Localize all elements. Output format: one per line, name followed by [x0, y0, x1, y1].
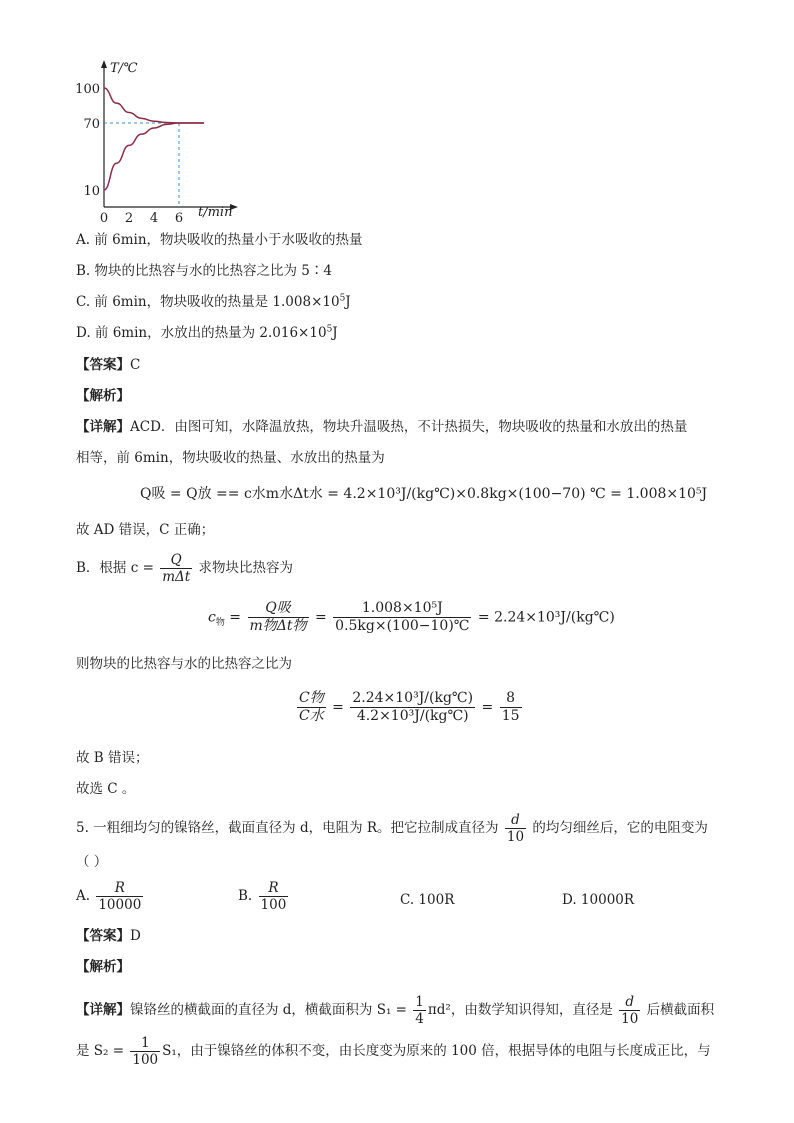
y-axis-arrow: [101, 60, 107, 68]
q4-detail-line1: 【详解】ACD．由图可知，水降温放热，物块升温吸热，不计热损失，物块吸收的热量和水放出的热量: [76, 419, 688, 435]
y-axis-label: T/℃: [110, 61, 138, 76]
q4-ratio-intro: 则物块的比热容与水的比热容之比为: [76, 656, 292, 672]
q5-answer: 【答案】D: [76, 928, 141, 944]
q4-conclusion-b: 故 B 错误；: [76, 750, 149, 766]
q4-option-c: C. 前 6min，物块吸收的热量是 $1.008\times 10^5J$: [76, 293, 351, 310]
y-tick-label: 100: [75, 82, 100, 97]
q5-detail-line2: 是 S₂ = $\frac{1}{100}$ S₁，由于镍铬丝的体积不变，由长度变为原来的 100 倍，根据导体的电阻与长度成正比，与: [76, 1035, 711, 1069]
q5-detail-line1: 【详解】镍铬丝的横截面的直径为 d，横截面积为 S₁ = $\frac{1}{4}$ πd²，由数学知识得知，直径是 $\frac{d}{10}$ 后横截面积: [76, 994, 715, 1028]
block-heating-curve: [104, 123, 204, 190]
q4-conclusion-ad: 故 AD 错误，C 正确；: [76, 522, 215, 538]
q4-b-intro: B．根据 c = $\frac{Q}{\text{mΔt}}$ 求物块比热容为: [76, 552, 293, 586]
q5-analysis-label: 【解析】: [76, 959, 130, 975]
q4-option-b: B. 物块的比热容与水的比热容之比为 5∶4: [76, 263, 332, 279]
q5-option-b: B. $\frac{R}{100}$: [238, 880, 287, 914]
q5-option-c: C. 100R: [400, 892, 455, 908]
q4-equation-heat: Q吸 = Q放 == c水m水Δt水 = 4.2×10³J/(kg℃)×0.8kg×(100−70) ℃ = 1.008×10⁵J: [140, 486, 708, 502]
temperature-time-graph: [66, 52, 246, 224]
x-tick-label: 0: [99, 211, 109, 224]
x-axis-label: t/min: [198, 205, 233, 220]
q4-answer: 【答案】C: [76, 357, 141, 373]
q4-equation-ratio: $\frac{\text{C物}}{\text{C水}}$ = $\frac{\text{2.24×10³J/(kg℃)}}{\text{4.2×10³J/(kg℃)}}$ = $\frac{8}{15}$: [299, 690, 520, 724]
q4-analysis-label: 【解析】: [76, 388, 130, 404]
x-tick-label: 2: [124, 211, 134, 224]
x-tick-label: 6: [174, 211, 184, 224]
q5-option-a: A. $\frac{R}{10000}$: [76, 880, 142, 914]
q4-detail-line2: 相等，前 6min，物块吸收的热量、水放出的热量为: [76, 450, 385, 466]
water-cooling-curve: [104, 88, 204, 123]
q4-option-d: D. 前 6min，水放出的热量为 $2.016\times 10^5J$: [76, 324, 338, 341]
q4-equation-specific-heat: $c_物$ = $\frac{\text{Q吸}}{\text{m物Δt物}}$ = $\frac{\text{1.008×10⁵J}}{0.5kg\times(100-10)℃}$ = 2.24×10³J/(kg℃): [208, 600, 615, 634]
x-tick-label: 4: [149, 211, 159, 224]
y-tick-label: 10: [83, 184, 100, 199]
q4-final-choice: 故选 C 。: [76, 781, 136, 797]
q4-option-a: A. 前 6min，物块吸收的热量小于水吸收的热量: [76, 232, 363, 248]
q5-option-d: D. 10000R: [562, 892, 635, 908]
y-tick-label: 70: [83, 117, 100, 132]
q5-stem: 5. 一粗细均匀的镍铬丝，截面直径为 d，电阻为 R。把它拉制成直径为 $\frac{d}{10}$ 的均匀细丝后，它的电阻变为: [76, 812, 708, 846]
q5-paren: （ ）: [76, 854, 108, 870]
